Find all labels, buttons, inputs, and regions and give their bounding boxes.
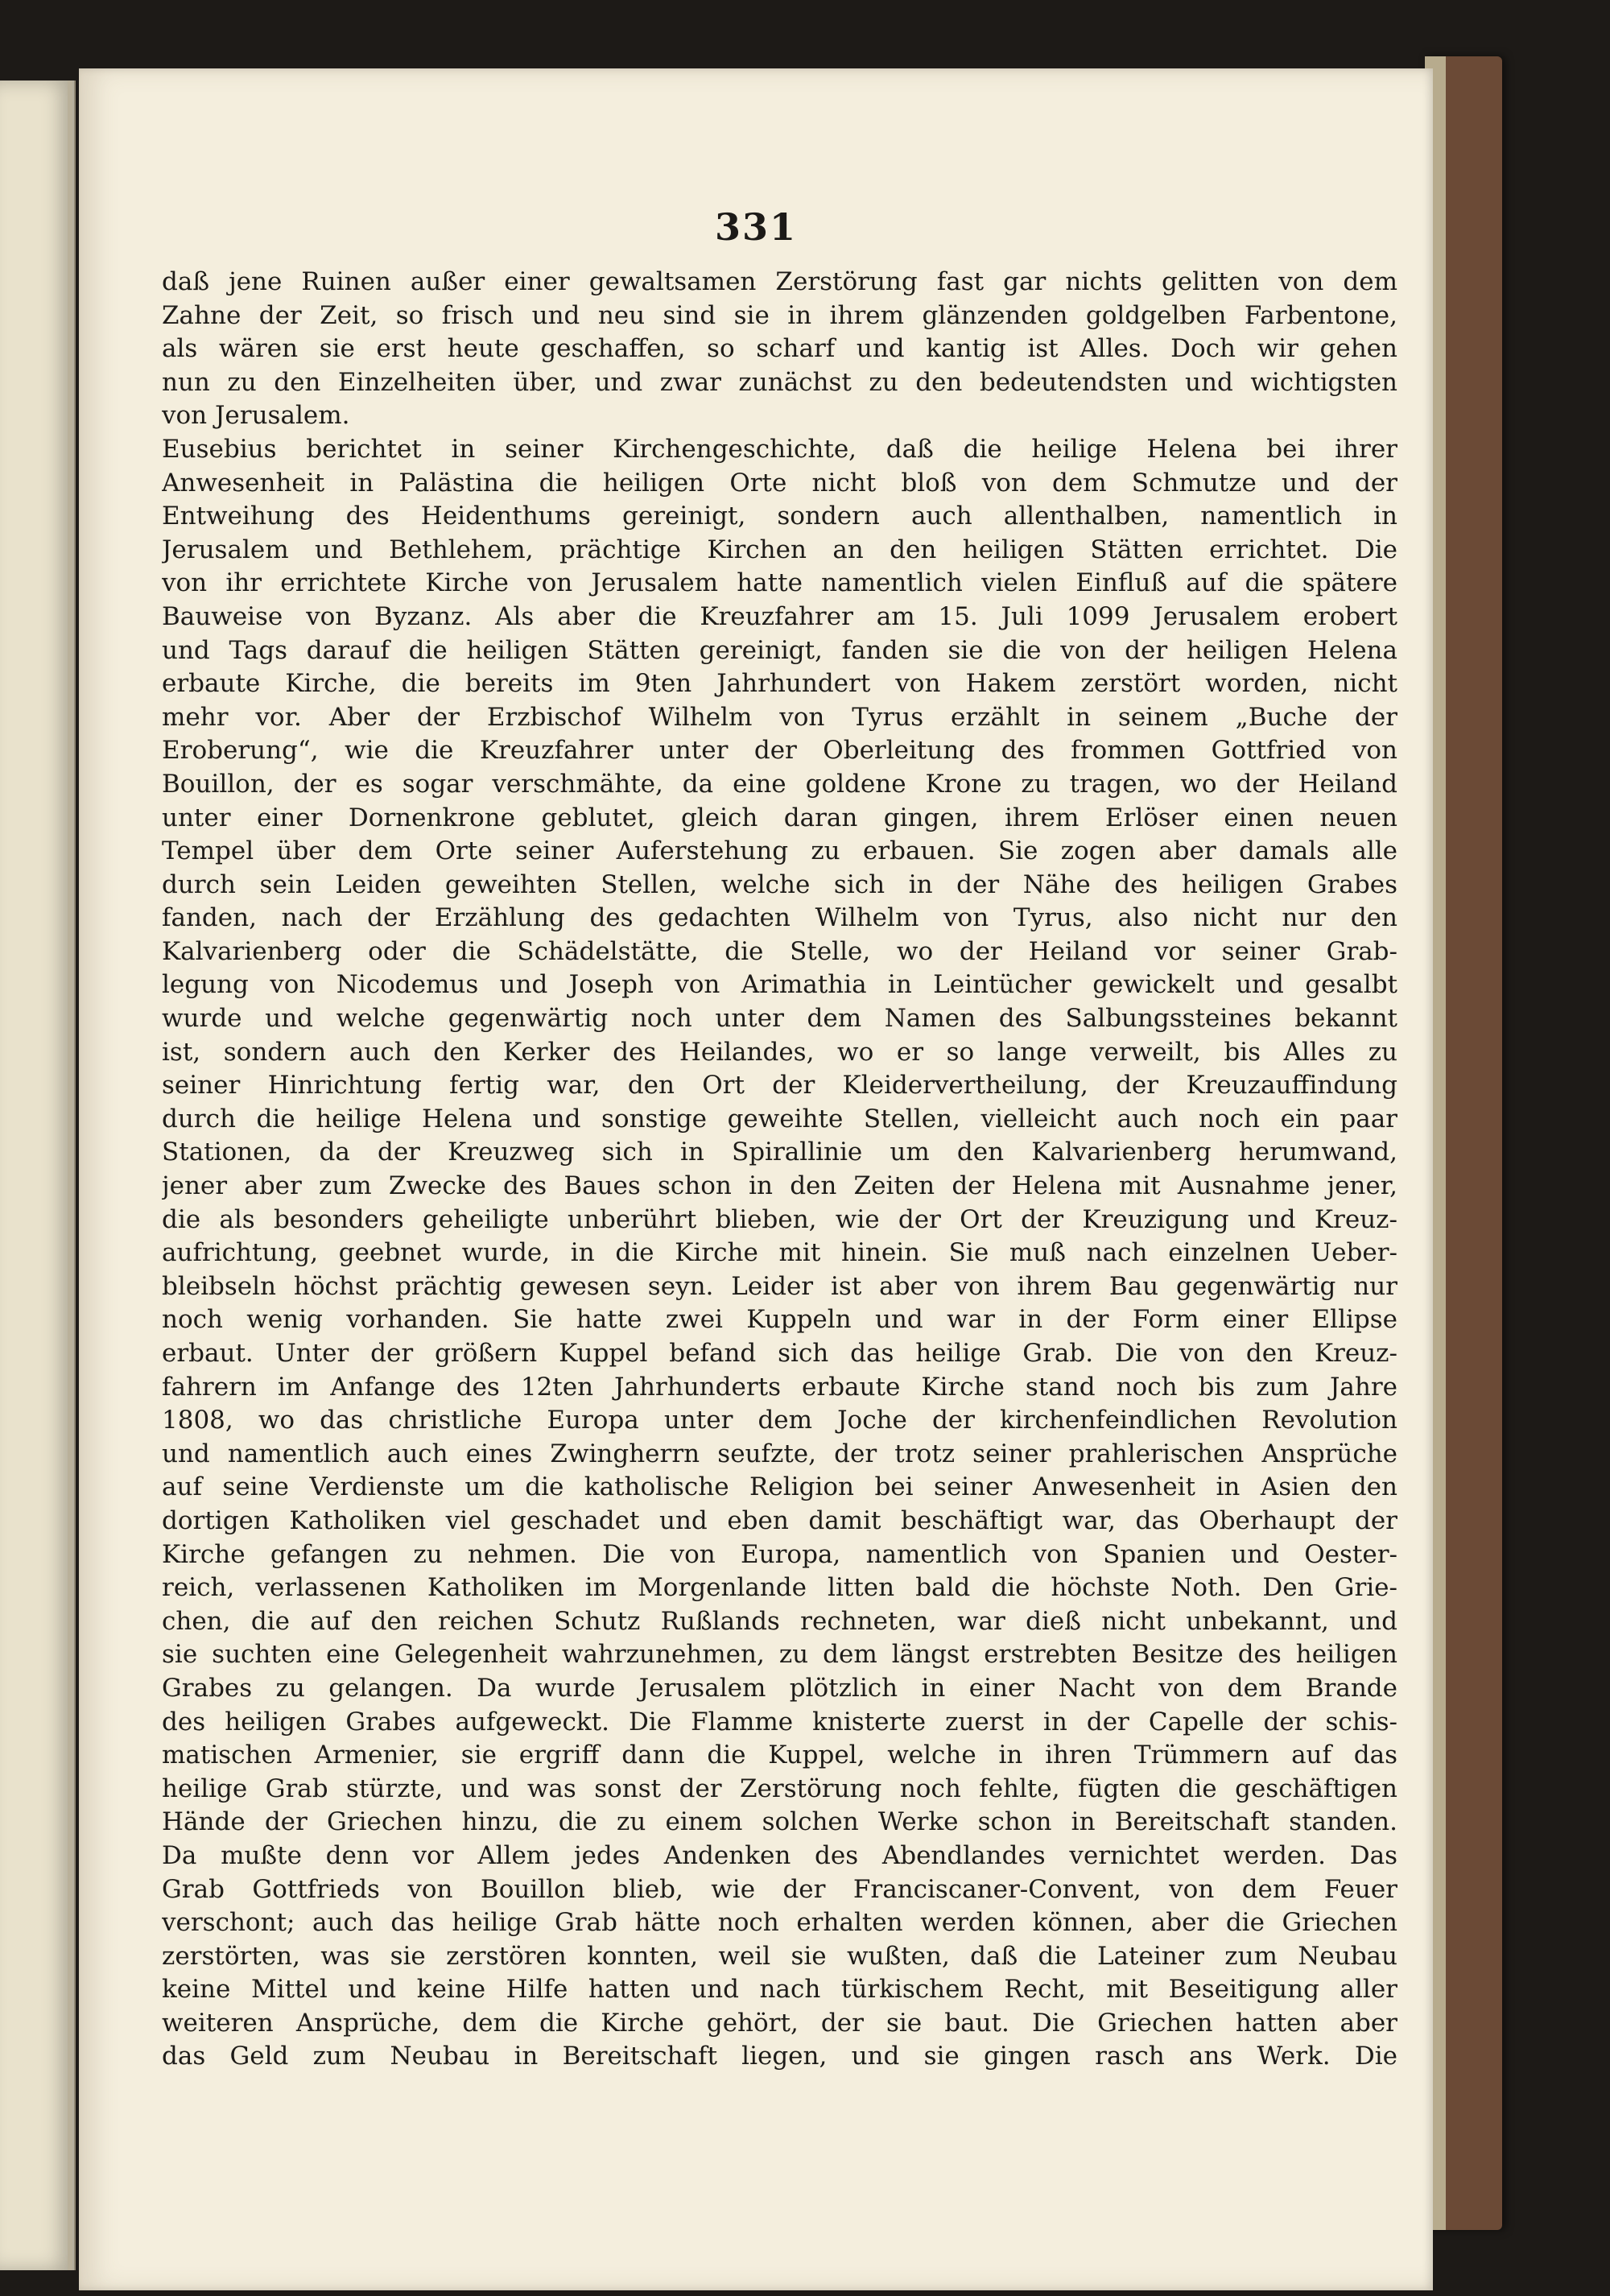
- facing-page-fold: [68, 81, 72, 2270]
- text-line: mehr vor. Aber der Erzbischof Wilhelm von Tyrus erzählt in seinem „Buche der: [162, 702, 1397, 732]
- text-line: jener aber zum Zwecke des Baues schon in den Zeiten der Helena mit Ausnahme jener,: [162, 1171, 1397, 1201]
- book-cover: [1425, 56, 1502, 2230]
- text-line: 1808, wo das christliche Europa unter dem Joche der kirchenfeindlichen Revolution: [162, 1406, 1397, 1435]
- text-line: als wären sie erst heute geschaffen, so scharf und kantig ist Alles. Doch wir gehen: [162, 334, 1397, 364]
- text-line: das Geld zum Neubau in Bereitschaft liegen, und sie gingen rasch ans Werk. Die: [162, 2042, 1397, 2071]
- text-line: fanden, nach der Erzählung des gedachten Wilhelm von Tyrus, also nicht nur den: [162, 903, 1397, 933]
- text-line: Jerusalem und Bethlehem, prächtige Kirchen an den heiligen Stätten errichtet. Die: [162, 535, 1397, 564]
- facing-page-edge: [0, 81, 76, 2270]
- text-line: heilige Grab stürzte, und was sonst der Zerstörung noch fehlte, fügten die geschäftigen: [162, 1774, 1397, 1803]
- text-line: Tempel über dem Orte seiner Auferstehung zu erbauen. Sie zogen aber damals alle: [162, 836, 1397, 866]
- text-line: Anwesenheit in Palästina die heiligen Orte nicht bloß von dem Schmutze und der: [162, 468, 1397, 498]
- text-line: von ihr errichtete Kirche von Jerusalem hatte namentlich vielen Einfluß auf die spätere: [162, 568, 1397, 598]
- text-line: aufrichtung, geebnet wurde, in die Kirche mit hinein. Sie muß nach einzelnen Ueber-: [162, 1238, 1397, 1268]
- text-line: durch sein Leiden geweihten Stellen, welche sich in der Nähe des heiligen Grabes: [162, 869, 1397, 899]
- text-line: die als besonders geheiligte unberührt blieben, wie der Ort der Kreuzigung und Kreuz-: [162, 1204, 1397, 1234]
- text-line: Stationen, da der Kreuzweg sich in Spirallinie um den Kalvarienberg herumwand,: [162, 1138, 1397, 1167]
- text-line: erbaut. Unter der größern Kuppel befand sich das heilige Grab. Die von den Kreuz-: [162, 1339, 1397, 1368]
- text-line: wurde und welche gegenwärtig noch unter dem Namen des Salbungssteines bekannt: [162, 1004, 1397, 1034]
- text-line: noch wenig vorhanden. Sie hatte zwei Kuppeln und war in der Form einer Ellipse: [162, 1305, 1397, 1335]
- text-line: seiner Hinrichtung fertig war, den Ort der Kleidervertheilung, der Kreuzauffindung: [162, 1071, 1397, 1101]
- text-line: und Tags darauf die heiligen Stätten gereinigt, fanden sie die von der heiligen Helena: [162, 635, 1397, 665]
- text-line: Grabes zu gelangen. Da wurde Jerusalem plötzlich in einer Nacht von dem Brande: [162, 1673, 1397, 1703]
- text-line: chen, die auf den reichen Schutz Rußlands rechneten, war dieß nicht unbekannt, und: [162, 1606, 1397, 1636]
- text-line: Entweihung des Heidenthums gereinigt, sondern auch allenthalben, namentlich in: [162, 502, 1397, 531]
- text-line: nun zu den Einzelheiten über, und zwar zunächst zu den bedeutendsten und wichtigsten: [162, 367, 1397, 397]
- text-line: bleibseln höchst prächtig gewesen seyn. Leider ist aber von ihrem Bau gegenwärtig nur: [162, 1271, 1397, 1301]
- text-line: Da mußte denn vor Allem jedes Andenken des Abendlandes vernichtet werden. Das: [162, 1840, 1397, 1870]
- text-line: matischen Armenier, sie ergriff dann die Kuppel, welche in ihren Trümmern auf das: [162, 1741, 1397, 1770]
- text-line: reich, verlassenen Katholiken im Morgenlande litten bald die höchste Noth. Den Grie-: [162, 1573, 1397, 1603]
- body-text: [162, 266, 1397, 2074]
- page-number: 331: [714, 205, 798, 249]
- text-line: von Jerusalem.: [162, 401, 350, 431]
- text-line: ist, sondern auch den Kerker des Heilandes, wo er so lange verweilt, bis Alles zu: [162, 1037, 1397, 1067]
- text-line: dortigen Katholiken viel geschadet und eben damit beschäftigt war, das Oberhaupt der: [162, 1505, 1397, 1535]
- text-line: Zahne der Zeit, so frisch und neu sind sie in ihrem glänzenden goldgelben Farbentone,: [162, 300, 1397, 330]
- text-line: weiteren Ansprüche, dem die Kirche gehört, der sie baut. Die Griechen hatten aber: [162, 2008, 1397, 2038]
- text-line: Hände der Griechen hinzu, die zu einem solchen Werke schon in Bereitschaft standen.: [162, 1807, 1397, 1837]
- text-line: und namentlich auch eines Zwingherrn seufzte, der trotz seiner prahlerischen Ansprüche: [162, 1439, 1397, 1468]
- text-line: erbaute Kirche, die bereits im 9ten Jahrhundert von Hakem zerstört worden, nicht: [162, 669, 1397, 699]
- text-line: Eusebius berichtet in seiner Kirchengeschichte, daß die heilige Helena bei ihrer: [162, 434, 1397, 464]
- text-line: auf seine Verdienste um die katholische Religion bei seiner Anwesenheit in Asien den: [162, 1472, 1397, 1502]
- text-line: verschont; auch das heilige Grab hätte noch erhalten werden können, aber die Griechen: [162, 1908, 1397, 1938]
- text-line: legung von Nicodemus und Joseph von Arimathia in Leintücher gewickelt und gesalbt: [162, 970, 1397, 1000]
- text-line: sie suchten eine Gelegenheit wahrzunehmen, zu dem längst erstrebten Besitze des heiligen: [162, 1640, 1397, 1670]
- text-line: keine Mittel und keine Hilfe hatten und nach türkischem Recht, mit Beseitigung aller: [162, 1975, 1397, 2005]
- text-line: des heiligen Grabes aufgeweckt. Die Flamme knisterte zuerst in der Capelle der schis-: [162, 1707, 1397, 1736]
- text-line: Kirche gefangen zu nehmen. Die von Europa, namentlich von Spanien und Oester-: [162, 1539, 1397, 1569]
- text-line: Kalvarienberg oder die Schädelstätte, die Stelle, wo der Heiland vor seiner Grab-: [162, 936, 1397, 966]
- book-page: [79, 68, 1433, 2290]
- text-line: durch die heilige Helena und sonstige geweihte Stellen, vielleicht auch noch ein paar: [162, 1104, 1397, 1134]
- text-line: zerstörten, was sie zerstören konnten, weil sie wußten, daß die Lateiner zum Neubau: [162, 1941, 1397, 1971]
- text-line: unter einer Dornenkrone geblutet, gleich daran gingen, ihrem Erlöser einen neuen: [162, 803, 1397, 832]
- text-line: daß jene Ruinen außer einer gewaltsamen Zerstörung fast gar nichts gelitten von dem: [162, 267, 1397, 296]
- text-line: Bauweise von Byzanz. Als aber die Kreuzfahrer am 15. Juli 1099 Jerusalem erobert: [162, 601, 1397, 631]
- text-line: Bouillon, der es sogar verschmähte, da eine goldene Krone zu tragen, wo der Heiland: [162, 769, 1397, 799]
- text-line: fahrern im Anfange des 12ten Jahrhunderts erbaute Kirche stand noch bis zum Jahre: [162, 1372, 1397, 1402]
- text-line: Grab Gottfrieds von Bouillon blieb, wie der Franciscaner-Convent, von dem Feuer: [162, 1874, 1397, 1904]
- text-line: Eroberung“, wie die Kreuzfahrer unter der Oberleitung des frommen Gottfried von: [162, 736, 1397, 766]
